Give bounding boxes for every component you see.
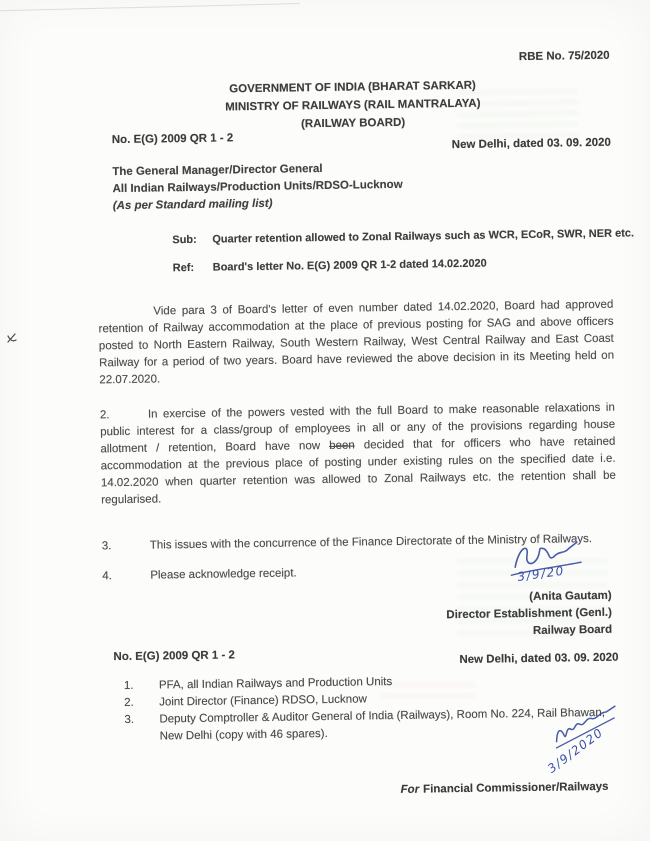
addressee-block: [112, 157, 612, 215]
subject-reference-block: [172, 226, 635, 278]
paragraph-4-text: Please acknowledge receipt.: [150, 567, 297, 582]
paragraph-2-number: 2.: [99, 409, 110, 422]
place-and-date: New Delhi, dated 03. 09. 2020: [451, 136, 611, 152]
header-line-ministry: MINISTRY OF RAILWAYS (RAIL MANTRALAYA): [225, 97, 481, 114]
for-commissioner-line: [105, 779, 620, 804]
copy-item-number: 1.: [123, 679, 134, 693]
signature-2-date: 3/9/2020: [545, 725, 607, 776]
signer-title: Director Establishment (Genl.): [446, 606, 612, 622]
copy-to-item: [104, 705, 619, 747]
reference-label: Ref:: [172, 261, 195, 275]
struck-word: been: [329, 439, 355, 452]
signature-1-date: 3/9/20: [516, 563, 566, 584]
paragraph-1: Vide para 3 of Board's letter of even number dated 14.02.2020, Board had approved retention of Railway accommodation at the place of previous posting for SAG and above officers posted to North Eastern Railway, South Western Railway, West Central Railway and East Coast Railway for a period of two years. Board have reviewed the above decision in its Meeting held on 22.07.2020.: [98, 298, 615, 387]
file-number: No. E(G) 2009 QR 1 - 2: [111, 132, 234, 147]
for-label: For: [400, 783, 420, 796]
copy-item-number: 2.: [124, 696, 134, 710]
copy-item-text: Joint Director (Finance) RDSO, Lucknow: [159, 693, 367, 709]
file-number-2: No. E(G) 2009 QR 1 - 2: [113, 649, 236, 664]
copy-item-text: PFA, all Indian Railways and Production Units: [158, 676, 393, 692]
paragraph-2-text-before: In exercise of the powers vested with the full Board to make reasonable relaxations in public interest for a class/group of employees in all or any of the provisions regarding house allotment / retention, Board have now: [100, 401, 616, 456]
rbe-number: RBE No. 75/2020: [518, 49, 610, 64]
header-line-govt: GOVERNMENT OF INDIA (BHARAT SARKAR): [229, 79, 476, 96]
paragraph-2-text-after: decided that for officers who have retained accommodation at the previous place of posting under existing rules on the specified date i.e. 14.02.2020 when quarter retention was allowed to Zonal Railways etc. the retention shall be regularised.: [100, 435, 616, 507]
signer-organization: Railway Board: [532, 623, 613, 637]
for-text: Financial Commissioner/Railways: [423, 780, 609, 796]
copy-item-number: 3.: [124, 713, 135, 727]
mailing-list-note: (As per Standard mailing list): [112, 197, 273, 213]
paragraph-2: [100, 400, 616, 510]
paragraph-3-number: 3.: [101, 540, 112, 553]
reference-text: Board's letter No. E(G) 2009 QR 1-2 dated 14.02.2020: [212, 257, 487, 274]
copy-to-list: [104, 671, 620, 747]
signer-name: (Anita Gautam): [529, 589, 612, 603]
header-line-board: (RAILWAY BOARD): [300, 116, 406, 131]
subject-label: Sub:: [172, 233, 197, 247]
paragraph-3-text: This issues with the concurrence of the Finance Directorate of the Ministry of Railways.: [149, 533, 593, 552]
subject-text: Quarter retention allowed to Zonal Railways such as WCR, ECoR, SWR, NER etc.: [212, 227, 635, 246]
place-and-date-2: New Delhi, dated 03. 09. 2020: [459, 651, 619, 667]
subject-row: [172, 226, 635, 250]
paragraph-4-number: 4.: [102, 570, 112, 583]
signature-block-1: [102, 538, 619, 656]
reference-row: [173, 254, 613, 278]
addressee-line2: All Indian Railways/Production Units/RDSO-Lucknow: [112, 178, 403, 196]
addressee-line1: The General Manager/Director General: [112, 163, 323, 179]
copy-item-text: Deputy Comptroller & Auditor General of India (Railways), Room No. 224, Rail Bhawan, New Delhi (copy with 46 spares).: [159, 706, 605, 743]
